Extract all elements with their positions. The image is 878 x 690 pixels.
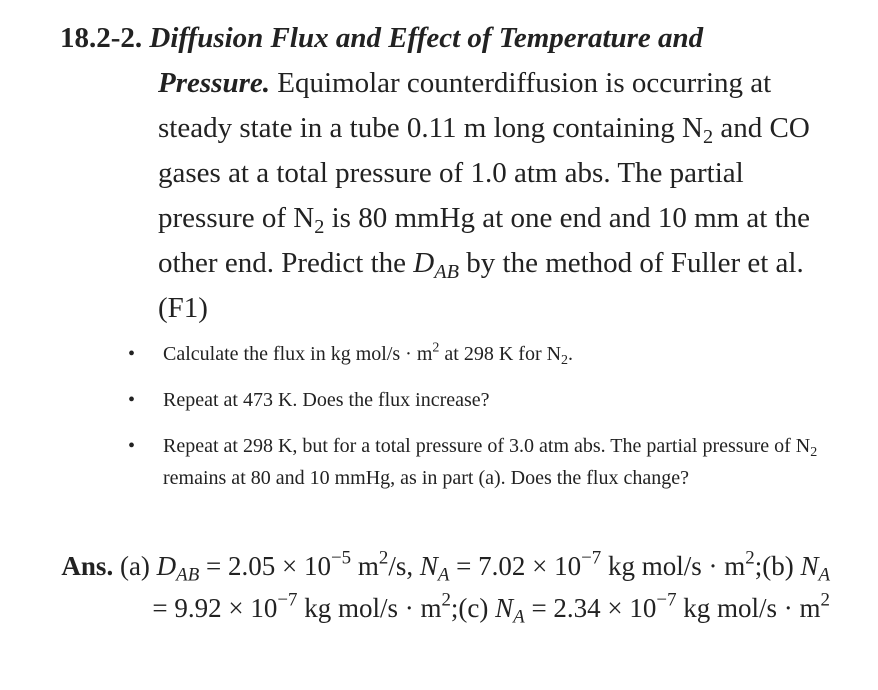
answer-part-c: ;(c) (450, 593, 489, 623)
answer-label: Ans. (61, 551, 114, 581)
bullet-text: Calculate the flux in kg mol/s · m (163, 343, 433, 365)
superscript: 2 (441, 589, 451, 611)
answer-value: = 9.92 × 10 (152, 593, 278, 623)
answer-unit: m (357, 551, 379, 581)
dab-symbol: $D_{AB}$ (413, 247, 460, 284)
problem-text-1: Equimolar counterdiffusion is occurring at steady state in a tube 0.11 m long containing N (158, 67, 772, 144)
answer-unit: /s, (388, 551, 414, 581)
na-symbol: $N_A$ (419, 551, 450, 586)
subscript: 2 (561, 353, 569, 369)
problem-title-continued: Pressure. (158, 67, 270, 99)
bullet-text: remains at 80 and 10 mmHg, as in part (a). Does the flux change? (163, 467, 689, 489)
bullet-text: at 298 K for N (444, 343, 562, 365)
problem-title: Diffusion Flux and Effect of Temperature and (149, 22, 704, 54)
problem-statement (60, 16, 850, 331)
superscript: 2 (820, 589, 830, 611)
list-item (128, 338, 838, 370)
superscript: 2 (745, 547, 755, 569)
superscript: −7 (277, 589, 298, 611)
problem-number: 18.2-2. (60, 22, 143, 54)
na-symbol: $N_A$ (495, 593, 525, 628)
answer-value: = 7.02 × 10 (456, 551, 582, 581)
list-item (128, 430, 838, 494)
problem-text-4: by the method of Fuller et al. (F1) (158, 247, 804, 324)
answer-unit: kg mol/s · m (304, 593, 442, 623)
answer-value: = 2.34 × 10 (531, 593, 657, 623)
subscript: 2 (314, 216, 325, 239)
superscript: −7 (581, 547, 602, 569)
subscript: 2 (810, 445, 818, 461)
list-item (128, 384, 838, 416)
superscript: −5 (330, 547, 352, 569)
answer-unit: kg mol/s · m (683, 593, 821, 623)
answer-block (60, 545, 830, 629)
answer-unit: kg mol/s · (607, 551, 718, 581)
bullet-icon: • (128, 435, 136, 457)
problem-text-2: and CO gases at a total pressure of 1.0 atm abs. The partial pressure of N (158, 112, 810, 234)
bullet-icon: • (128, 343, 136, 365)
subscript: 2 (702, 126, 714, 149)
superscript: 2 (432, 340, 440, 356)
na-symbol: $N_A$ (800, 551, 830, 586)
answer-part-b: ;(b) (754, 551, 794, 581)
question-list (128, 338, 838, 508)
problem-heading (60, 16, 850, 61)
bullet-icon: • (128, 389, 136, 411)
bullet-text: Repeat at 298 K, but for a total pressure of 3.0 atm abs. The partial pressure of N (163, 435, 811, 457)
dab-symbol: $D_{AB}$ (156, 551, 200, 586)
bullet-text: Repeat at 473 K. Does the flux increase? (163, 389, 490, 411)
bullet-text: . (568, 343, 574, 365)
answer-part-a: (a) (119, 551, 150, 581)
problem-text-3: is 80 mmHg at one end and 10 mm at the other end. Predict the (158, 202, 811, 279)
superscript: −7 (656, 589, 677, 611)
answer-unit: m (724, 551, 746, 581)
problem-body (158, 61, 828, 331)
superscript: 2 (378, 547, 389, 569)
answer-value: = 2.05 × 10 (206, 551, 331, 581)
